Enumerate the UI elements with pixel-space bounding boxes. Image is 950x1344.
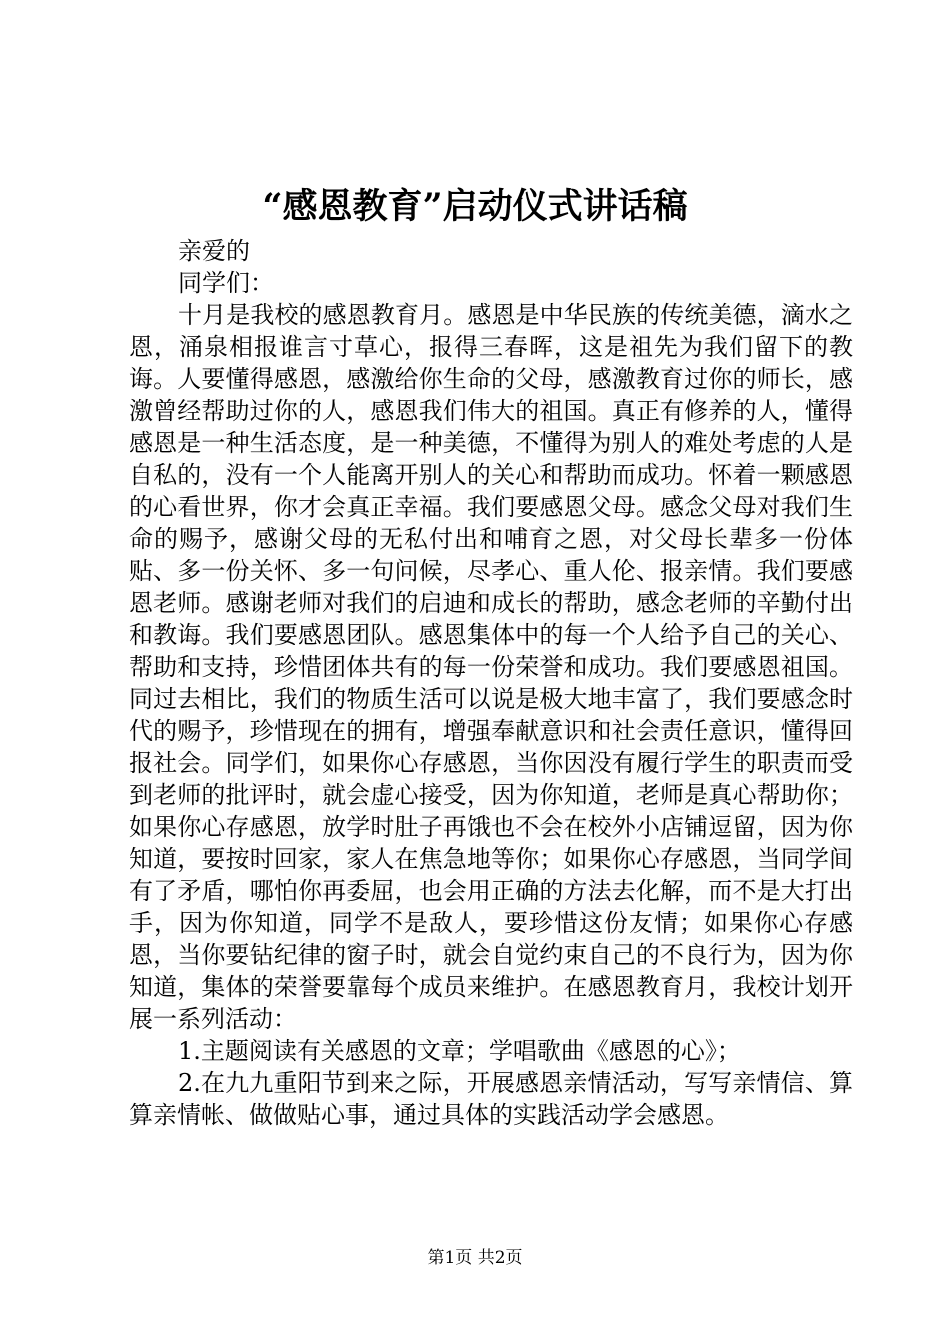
- page-number-footer: 第1页 共2页: [427, 1248, 523, 1268]
- activity-item-2: 2.在九九重阳节到来之际，开展感恩亲情活动，写写亲情信、算算亲情帐、做做贴心事，通过具体的实践活动学会感恩。: [129, 1069, 853, 1129]
- activity-item-1: 1.主题阅读有关感恩的文章；学唱歌曲《感恩的心》；: [178, 1037, 741, 1065]
- document-body: [129, 235, 853, 1131]
- salutation-line-2: 同学们：: [178, 269, 274, 297]
- body-paragraph-1: 十月是我校的感恩教育月。感恩是中华民族的传统美德，滴水之恩，涌泉相报谁言寸草心，报得三春晖，这是祖先为我们留下的教诲。人要懂得感恩，感激给你生命的父母，感激教育过你的师长，感激曾经帮助过你的人，感恩我们伟大的祖国。真正有修养的人，懂得感恩是一种生活态度，是一种美德，不懂得为别人的难处考虑的人是自私的，没有一个人能离开别人的关心和帮助而成功。怀着一颗感恩的心看世界，你才会真正幸福。我们要感恩父母。感念父母对我们生命的赐予，感谢父母的无私付出和哺育之恩，对父母长辈多一份体贴、多一份关怀、多一句问候，尽孝心、重人伦、报亲情。我们要感恩老师。感谢老师对我们的启迪和成长的帮助，感念老师的辛勤付出和教诲。我们要感恩团队。感恩集体中的每一个人给予自己的关心、帮助和支持，珍惜团体共有的每一份荣誉和成功。我们要感恩祖国。同过去相比，我们的物质生活可以说是极大地丰富了，我们要感念时代的赐予，珍惜现在的拥有，增强奉献意识和社会责任意识，懂得回报社会。同学们，如果你心存感恩，当你因没有履行学生的职责而受到老师的批评时，就会虚心接受，因为你知道，老师是真心帮助你；如果你心存感恩，放学时肚子再饿也不会在校外小店铺逗留，因为你知道，要按时回家，家人在焦急地等你；如果你心存感恩，当同学间有了矛盾，哪怕你再委屈，也会用正确的方法去化解，而不是大打出手，因为你知道，同学不是敌人，要珍惜这份友情；如果你心存感恩，当你要钻纪律的窗子时，就会自觉约束自己的不良行为，因为你知道，集体的荣誉要靠每个成员来维护。在感恩教育月，我校计划开展一系列活动：: [129, 301, 853, 1033]
- document-title: “感恩教育”启动仪式讲话稿: [262, 186, 688, 227]
- salutation-line-1: 亲爱的: [178, 237, 250, 265]
